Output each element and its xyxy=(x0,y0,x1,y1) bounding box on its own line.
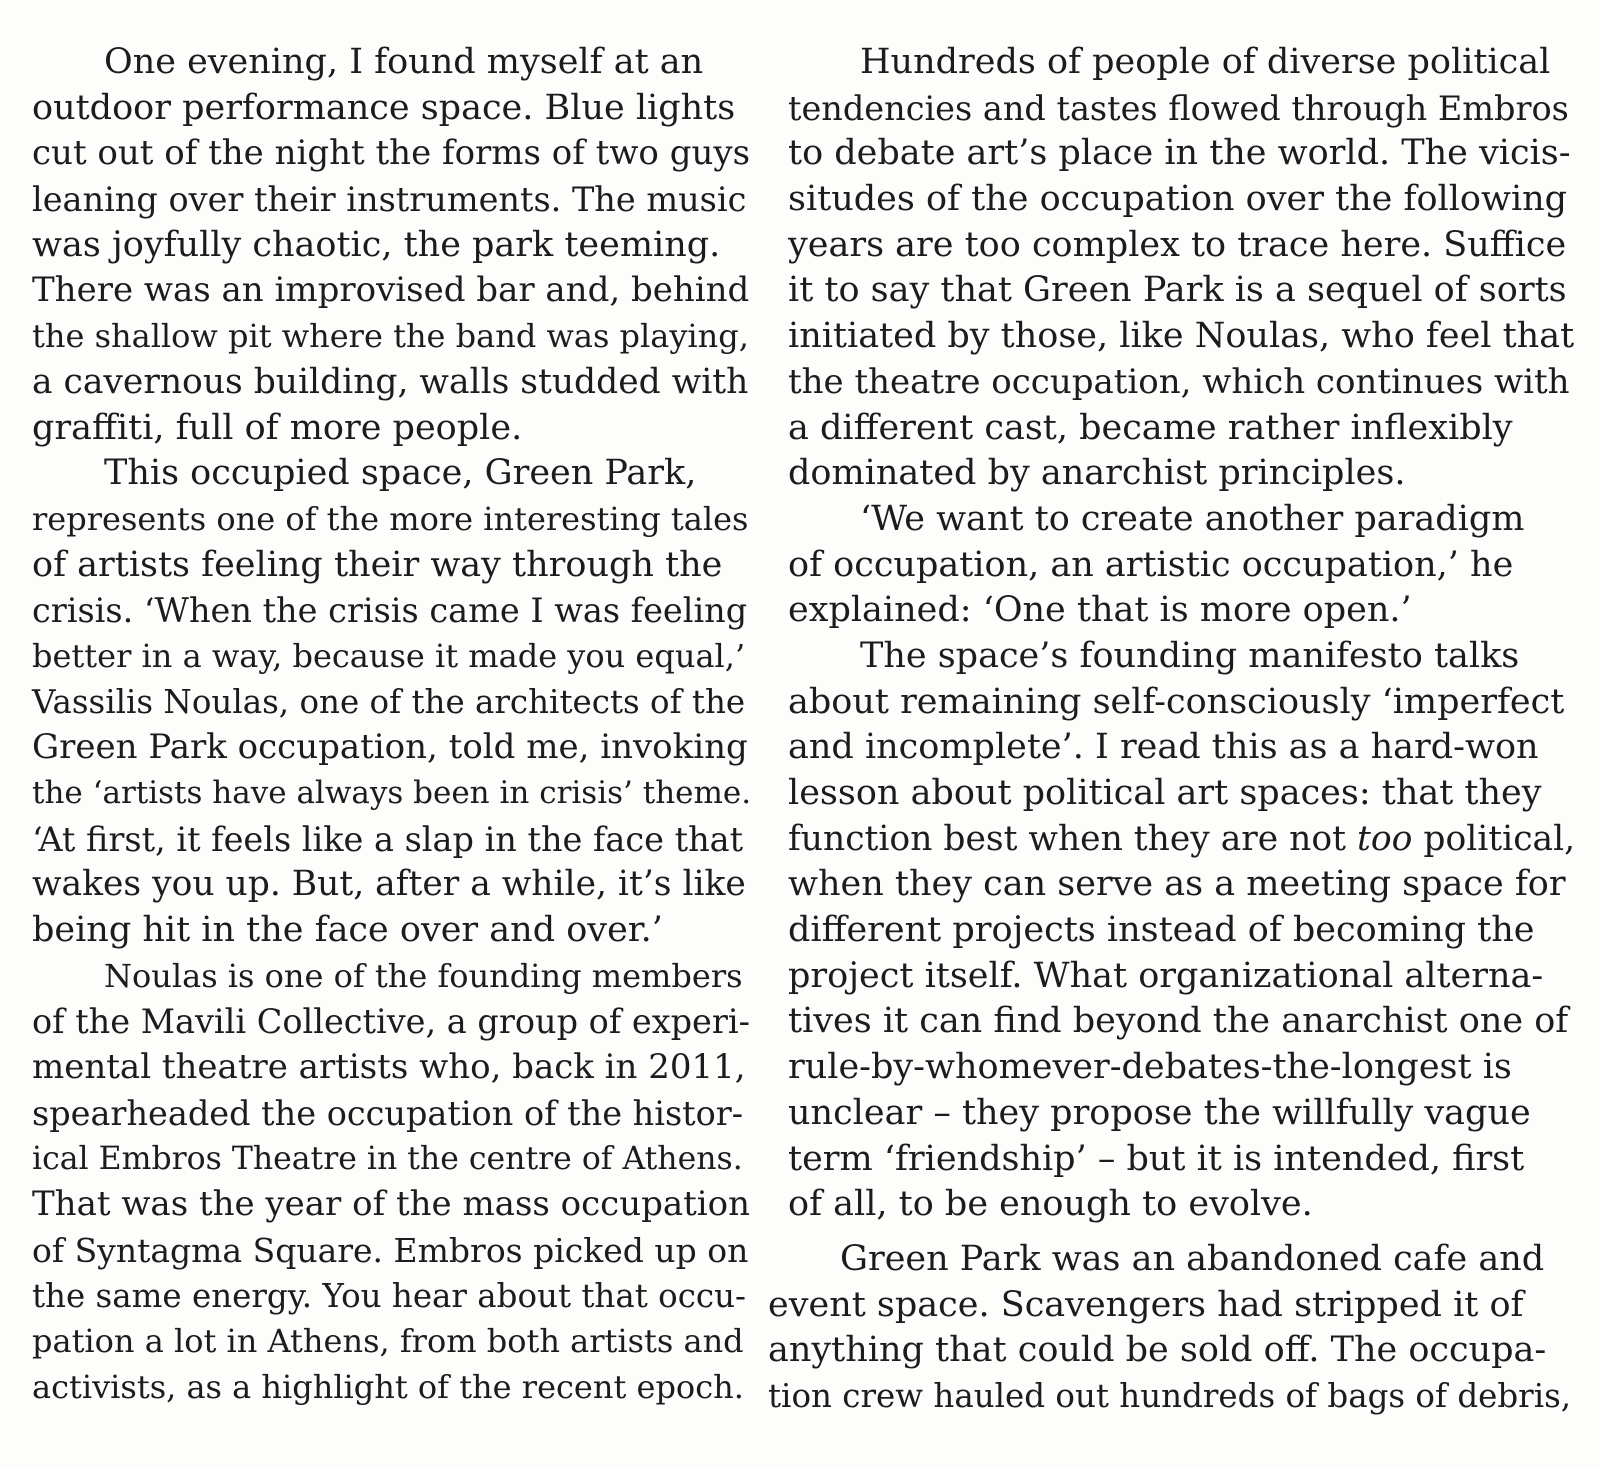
paragraph-1-line: outdoor performance space. Blue lights xyxy=(32,87,736,128)
paragraph-2-line: crisis. ‘When the crisis came I was feeling xyxy=(32,591,748,631)
paragraph-1-line: leaning over their instruments. The music xyxy=(32,180,747,220)
paragraph-7-line: Green Park was an abandoned cafe and xyxy=(840,1239,1545,1279)
paragraph-3-line: of Syntagma Square. Embros picked up on xyxy=(32,1230,749,1270)
italic-line-before: function best when they are not xyxy=(788,818,1357,859)
italic-emphasis: too xyxy=(1357,818,1413,859)
right-text-column xyxy=(788,40,1578,1228)
paragraph-3-line: Noulas is one of the founding members xyxy=(104,956,743,995)
paragraph-2-line: being hit in the face over and over.’ xyxy=(32,910,663,951)
paragraph-2-line: Green Park occupation, told me, invoking xyxy=(32,727,748,768)
paragraph-7-line: anything that could be sold off. The occupa- xyxy=(768,1330,1547,1371)
paragraph-6-line: term ‘friendship’ – but it is intended, first xyxy=(788,1138,1525,1179)
paragraph-4-line: a different cast, became rather inflexibly xyxy=(788,407,1513,448)
paragraph-3-line: the same energy. You hear about that occu- xyxy=(32,1276,747,1315)
paragraph-6-line: unclear – they propose the willfully vague xyxy=(788,1092,1531,1133)
paragraph-4-line: tendencies and tastes flowed through Embros xyxy=(788,88,1569,128)
paragraph-6-line: lesson about political art spaces: that they xyxy=(788,773,1542,813)
paragraph-2-line: represents one of the more interesting tales xyxy=(32,499,749,538)
paragraph-7-line: tion crew hauled out hundreds of bags of debris, xyxy=(768,1377,1572,1416)
paragraph-4-line: to debate art’s place in the world. The vicis- xyxy=(788,133,1571,174)
paragraph-3-line: pation a lot in Athens, from both artists and xyxy=(32,1322,744,1361)
paragraph-1-line: was joyfully chaotic, the park teeming. xyxy=(32,224,721,265)
paragraph-2-line: This occupied space, Green Park, xyxy=(104,453,697,494)
paragraph-6-line-with-italic xyxy=(788,817,1578,863)
paragraph-3-line: ical Embros Theatre in the centre of Athens. xyxy=(32,1140,743,1177)
paragraph-6-line: of all, to be enough to evolve. xyxy=(788,1184,1313,1225)
paragraph-2-line: Vassilis Noulas, one of the architects of the xyxy=(32,682,746,721)
right-text-column-lower xyxy=(768,1237,1578,1420)
paragraph-6-line: different projects instead of becoming the xyxy=(788,910,1535,951)
paragraph-3-line: activists, as a highlight of the recent epoch. xyxy=(32,1367,744,1406)
paragraph-6-line: The space’s founding manifesto talks xyxy=(860,635,1520,676)
paragraph-4-line: the theatre occupation, which continues with xyxy=(788,361,1570,402)
paragraph-1-line: cut out of the night the forms of two guys xyxy=(32,133,751,174)
paragraph-1-line: the shallow pit where the band was playing, xyxy=(32,317,749,356)
italic-line-after: political, xyxy=(1412,818,1576,859)
paragraph-5-line: of occupation, an artistic occupation,’ he xyxy=(788,544,1514,585)
paragraph-3-line: That was the year of the mass occupation xyxy=(32,1184,751,1225)
paragraph-1-line: One evening, I found myself at an xyxy=(104,42,704,82)
paragraph-3-line: spearheaded the occupation of the histor- xyxy=(32,1093,744,1133)
paragraph-4-line: initiated by those, like Noulas, who feel that xyxy=(788,316,1575,357)
paragraph-6-line: tives it can find beyond the anarchist one of xyxy=(788,1001,1569,1042)
paragraph-7-line: event space. Scavengers had stripped it of xyxy=(768,1284,1524,1325)
paragraph-3-line: mental theatre artists who, back in 2011, xyxy=(32,1047,746,1088)
paragraph-6-line: about remaining self-consciously ‘imperfect xyxy=(788,681,1565,722)
paragraph-4-line: it to say that Green Park is a sequel of sorts xyxy=(788,270,1567,311)
paragraph-5-line: explained: ‘One that is more open.’ xyxy=(788,590,1412,631)
paragraph-6-line: when they can serve as a meeting space for xyxy=(788,864,1566,905)
paragraph-6-line: and incomplete’. I read this as a hard-won xyxy=(788,727,1539,768)
paragraph-1-line: graffiti, full of more people. xyxy=(32,407,523,448)
paragraph-6-line: rule-by-whomever-debates-the-longest is xyxy=(788,1047,1512,1088)
paragraph-2-line: ‘At first, it feels like a slap in the face that xyxy=(32,819,744,859)
paragraph-4-line: situdes of the occupation over the following xyxy=(788,179,1568,220)
paragraph-4-line: Hundreds of people of diverse political xyxy=(860,42,1551,82)
paragraph-2-line: better in a way, because it made you equal,’ xyxy=(32,636,746,675)
paragraph-5-line: ‘We want to create another paradigm xyxy=(860,498,1525,539)
paragraph-1-line: There was an improvised bar and, behind xyxy=(32,270,750,311)
paragraph-2-line: wakes you up. But, after a while, it’s like xyxy=(32,864,746,905)
paragraph-6-line: project itself. What organizational alterna- xyxy=(788,955,1544,996)
paragraph-4-line: years are too complex to trace here. Suffice xyxy=(788,224,1567,265)
paragraph-1-line: a cavernous building, walls studded with xyxy=(32,361,749,402)
left-text-column xyxy=(32,40,752,1411)
paragraph-4-line: dominated by anarchist principles. xyxy=(788,453,1406,494)
paragraph-3-line: of the Mavili Collective, a group of experi- xyxy=(32,1002,750,1042)
paragraph-2-line: of artists feeling their way through the xyxy=(32,544,723,585)
paragraph-2-line: the ‘artists have always been in crisis’ theme. xyxy=(32,775,752,811)
